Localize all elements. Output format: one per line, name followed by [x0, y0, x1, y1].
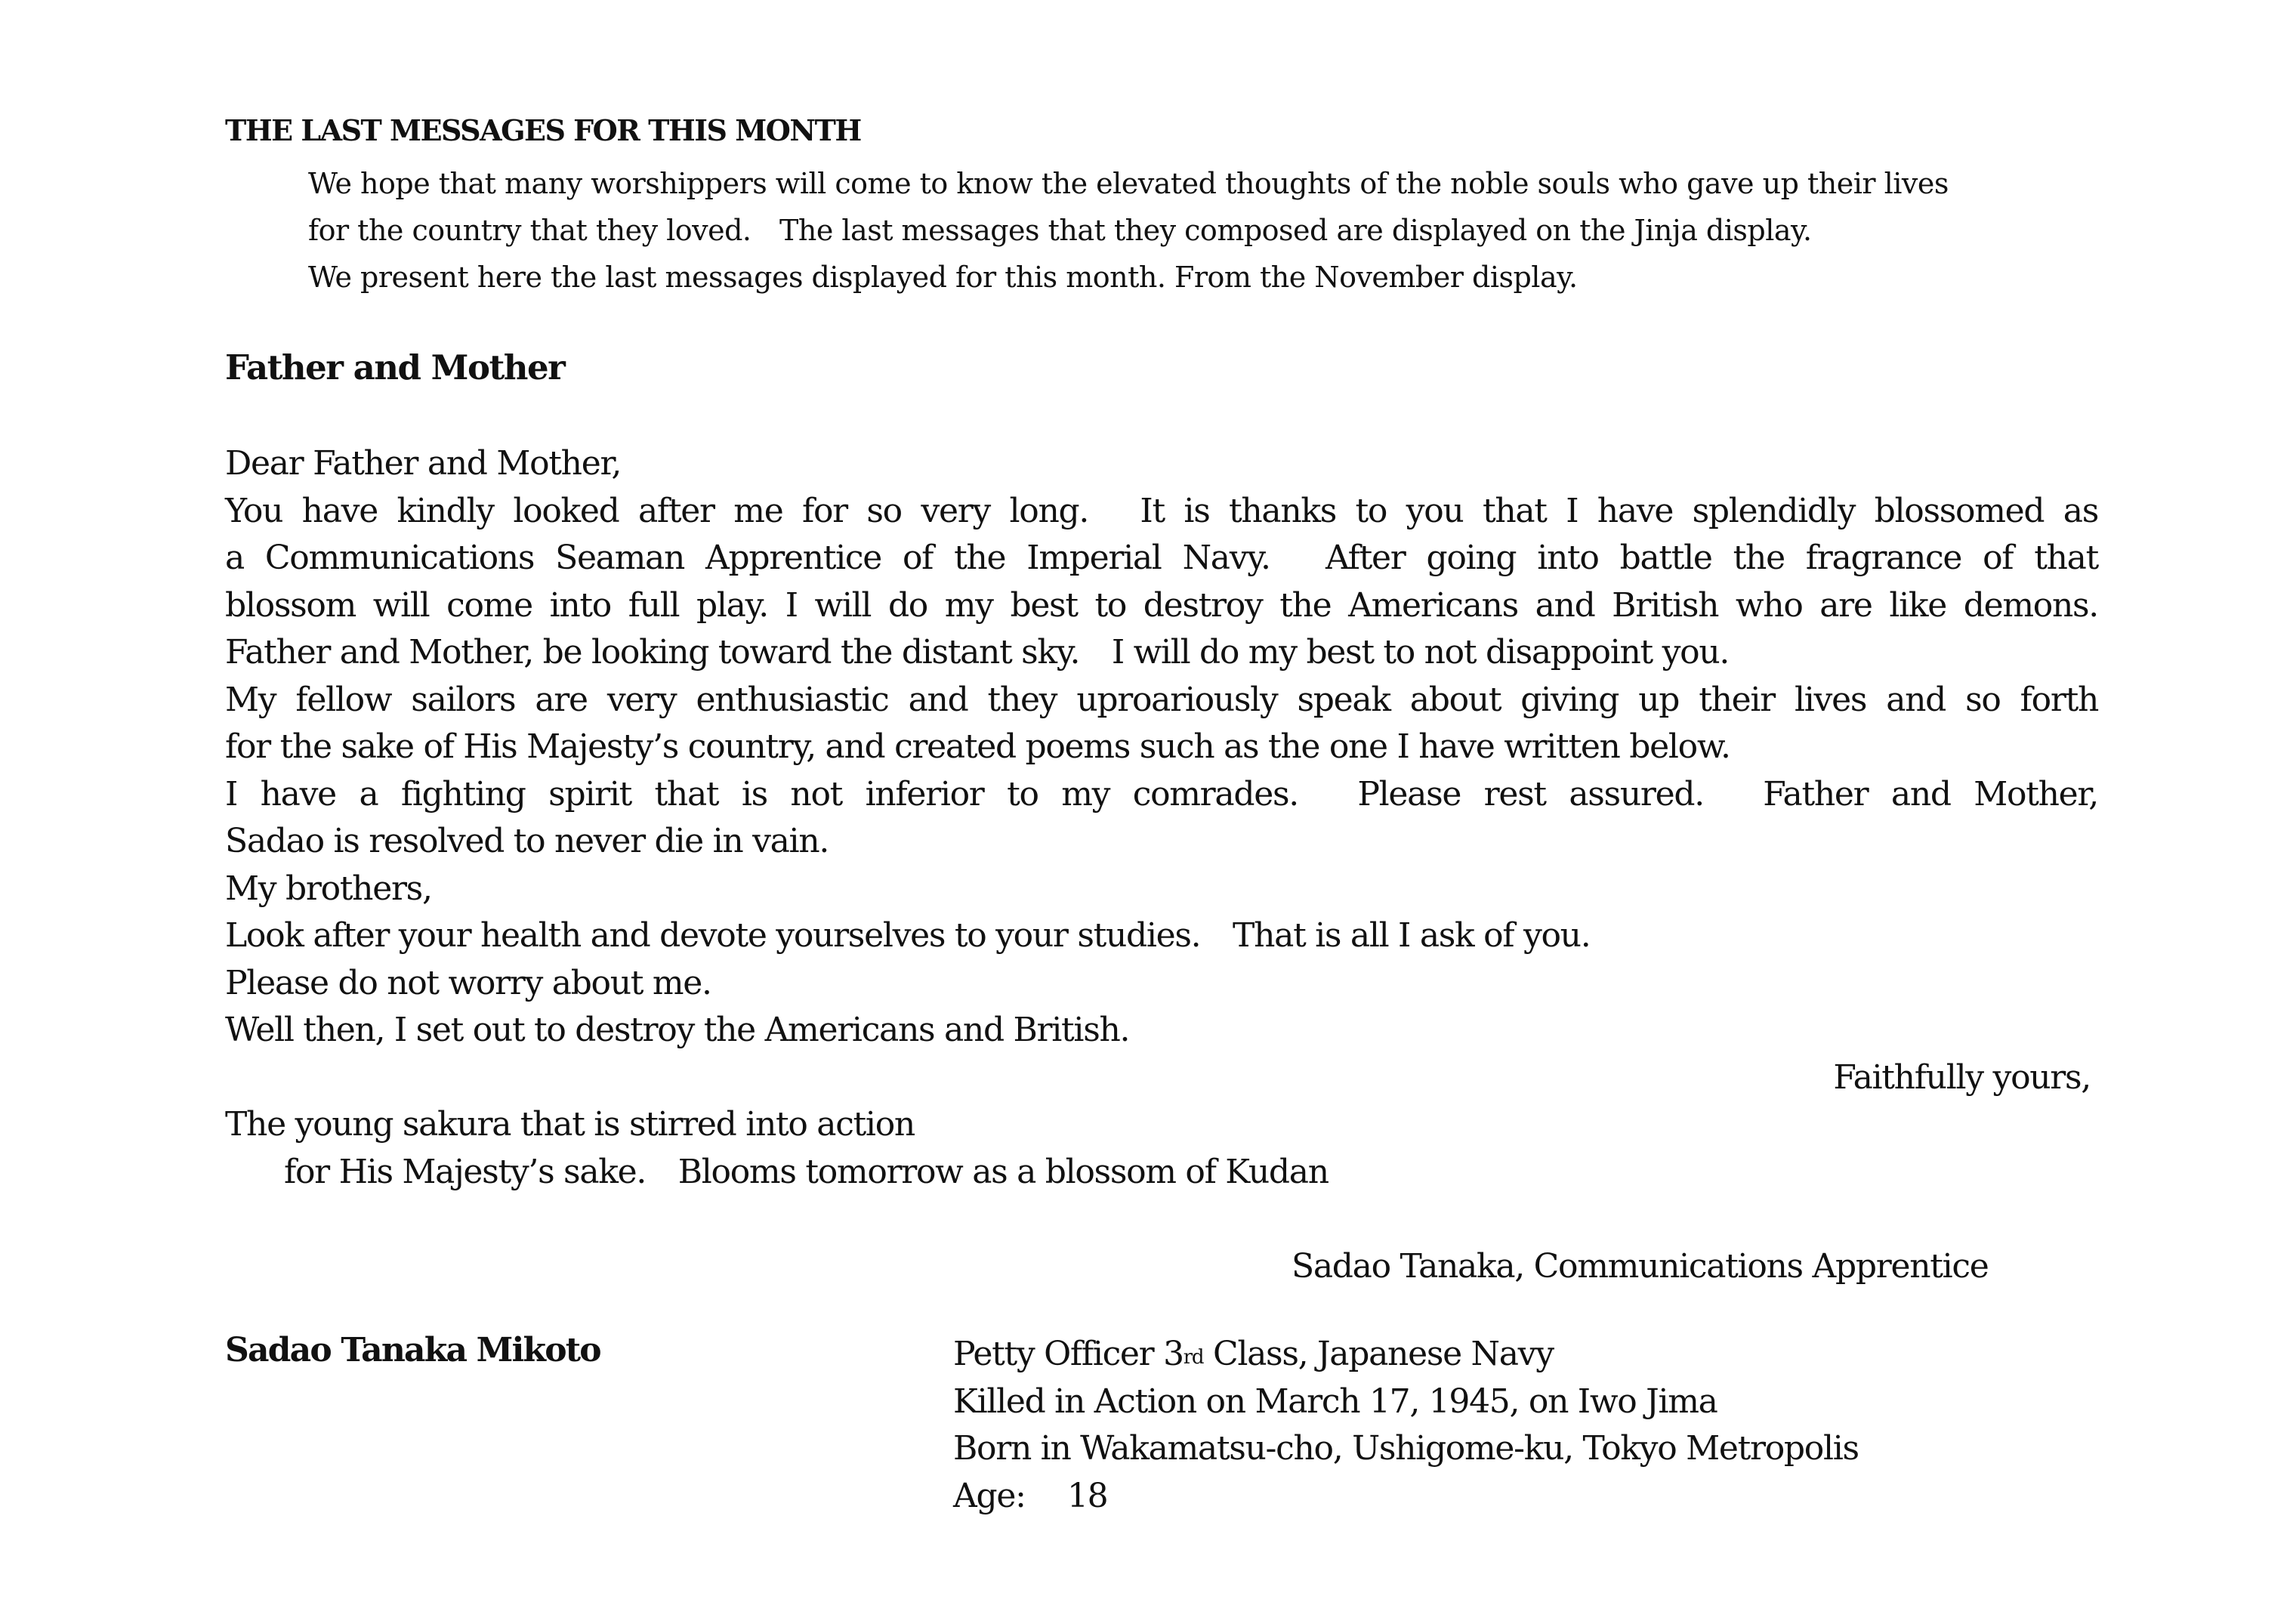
killed-line: Killed in Action on March 17, 1945, on Iwo Jima: [953, 1382, 1717, 1421]
letter-line: Father and Mother, be looking toward the distant sky. I will do my best to not disappoint you.: [225, 633, 1730, 672]
letter-line: Please do not worry about me.: [225, 963, 711, 1002]
letter-title: Father and Mother: [225, 347, 565, 387]
letter-line: You have kindly looked after me for so very long. It is thanks to you that I have splendidly blossomed as: [225, 491, 2098, 530]
poem-line: The young sakura that is stirred into action: [225, 1105, 915, 1144]
letter-line: Sadao is resolved to never die in vain.: [225, 822, 829, 860]
letter-line: blossom will come into full play. I will do my best to destroy the Americans and British who are like demons.: [225, 585, 2098, 625]
letter-line: Well then, I set out to destroy the Americans and British.: [225, 1011, 1130, 1049]
intro-paragraph: [308, 160, 2106, 301]
letter-line: for the sake of His Majesty’s country, and created poems such as the one I have written below.: [225, 727, 1730, 766]
rank-line: [953, 1331, 1859, 1379]
rank-ordinal: rd: [1183, 1346, 1204, 1369]
letter-line: My fellow sailors are very enthusiastic and they uproariously speak about giving up their lives and so forth: [225, 680, 2098, 719]
born-line: Born in Wakamatsu-cho, Ushigome-ku, Tokyo Metropolis: [953, 1429, 1859, 1468]
section-heading: THE LAST MESSAGES FOR THIS MONTH: [225, 113, 861, 147]
letter-signature: Sadao Tanaka, Communications Apprentice: [1292, 1246, 1989, 1286]
letter-closing: Faithfully yours,: [1833, 1057, 2091, 1097]
letter-body: [225, 440, 2098, 1290]
deceased-name: Sadao Tanaka Mikoto: [225, 1331, 600, 1369]
age-line: Age: 18: [953, 1476, 1108, 1515]
letter-line: a Communications Seaman Apprentice of the Imperial Navy. After going into battle the fragrance of that: [225, 539, 2098, 577]
letter-line: Look after your health and devote yourselves to your studies. That is all I ask of you.: [225, 916, 1591, 955]
rank-prefix: Petty Officer 3: [953, 1335, 1184, 1373]
letter-greeting: Dear Father and Mother,: [225, 444, 622, 483]
intro-line: We present here the last messages displayed for this month. From the November display.: [308, 261, 1578, 294]
letter-line: I have a fighting spirit that is not inferior to my comrades. Please rest assured. Father and Mother,: [225, 774, 2098, 814]
deceased-details: [953, 1331, 1859, 1520]
letter-line: My brothers,: [225, 869, 432, 908]
spacer: [225, 1196, 2098, 1243]
poem-line: for His Majesty’s sake. Blooms tomorrow as a blossom of Kudan: [284, 1152, 1329, 1191]
rank-suffix: Class, Japanese Navy: [1203, 1335, 1554, 1373]
intro-line: for the country that they loved. The last messages that they composed are displayed on the Jinja display.: [308, 214, 1812, 247]
intro-line: We hope that many worshippers will come to know the elevated thoughts of the noble souls who gave up their lives: [308, 167, 1949, 200]
